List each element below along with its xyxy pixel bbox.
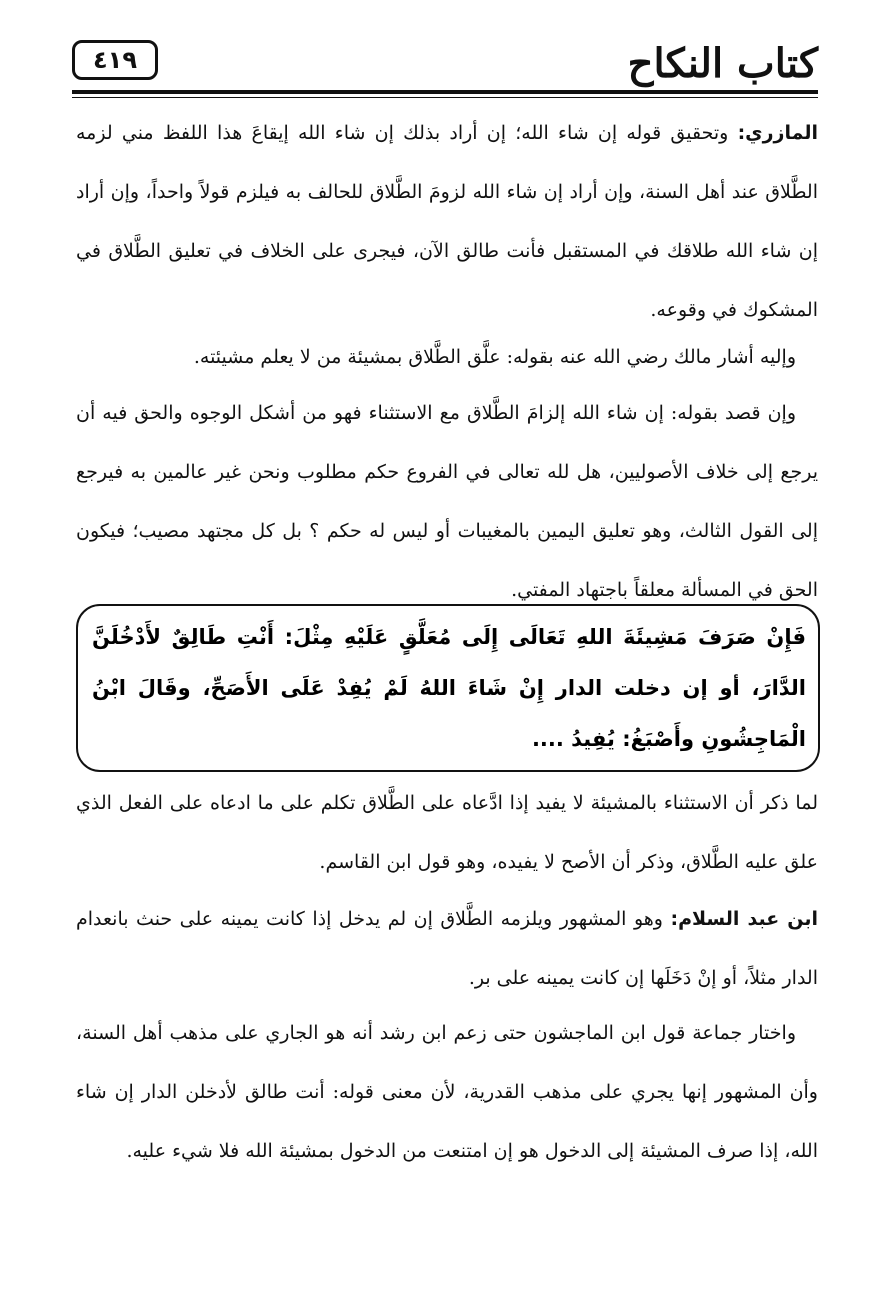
paragraph-ibn-abd-salam bbox=[76, 890, 818, 1008]
book-title: كتاب النكاح bbox=[627, 40, 818, 87]
speaker-label: المازري: bbox=[737, 122, 818, 144]
matn-text: فَإِنْ صَرَفَ مَشِيئَةَ اللهِ تَعَالَى إِلَى مُعَلَّقٍ عَلَيْهِ مِثْلَ: أَنْتِ طَالِقٌ لأَدْخُلَنَّ الدَّارَ، أو إن دخلت الدار إِنْ شَاءَ اللهُ لَمْ يُفِدْ عَلَى الأَصَحِّ، وقَالَ ابْنُ الْمَاجِشُونِ وأَصْبَغُ: يُفِيدُ .... bbox=[92, 625, 806, 751]
paragraph-malik: وإليه أشار مالك رضي الله عنه بقوله: علَّق الطَّلاق بمشيئة من لا يعلم مشيئته. bbox=[193, 346, 796, 368]
matn-box bbox=[76, 604, 820, 772]
header-rule-thin bbox=[72, 97, 818, 98]
speaker-label: ابن عبد السلام: bbox=[670, 908, 818, 930]
paragraph-usul: وإن قصد بقوله: إن شاء الله إلزامَ الطَّلاق مع الاستثناء فهو من أشكل الوجوه والحق فيه أن يرجع إلى خلاف الأصوليين، هل لله تعالى في الفروع حكم مطلوب ونحن غير عالمين به فيرجع إلى القول الثالث، وهو تعليق اليمين بالمغيبات أو ليس له حكم ؟ بل كل مجتهد مصيب؛ فيكون الحق في المسألة معلقاً باجتهاد المفتي. bbox=[76, 402, 818, 601]
paragraph-mazari bbox=[76, 104, 818, 340]
header-rule-thick bbox=[72, 90, 818, 94]
paragraph-commentary: لما ذكر أن الاستثناء بالمشيئة لا يفيد إذا ادَّعاه على الطَّلاق تكلم على ما ادعاه على الفعل الذي علق عليه الطَّلاق، وذكر أن الأصح لا يفيده، وهو قول ابن القاسم. bbox=[76, 792, 818, 873]
page-header bbox=[72, 34, 818, 96]
paragraph-text: وهو المشهور ويلزمه الطَّلاق إن لم يدخل إذا كانت يمينه على حنث بانعدام الدار مثلاً، أو إنْ دَخَلَها إن كانت يمينه على بر. bbox=[76, 908, 818, 989]
page-number: ٤١٩ bbox=[72, 40, 158, 80]
paragraph-text: وتحقيق قوله إن شاء الله؛ إن أراد بذلك إن شاء الله إيقاعَ هذا اللفظ مني لزمه الطَّلاق عند أهل السنة، وإن أراد إن شاء الله لزومَ الطَّلاق للحالف به فيلزم قولاً واحداً، وإن أراد إن شاء الله طلاقك في المستقبل فأنت طالق الآن، فيجرى على الخلاف في تعليق الطَّلاق في المشكوك في وقوعه. bbox=[76, 122, 818, 321]
paragraph-ibn-majishun: واختار جماعة قول ابن الماجشون حتى زعم ابن رشد أنه هو الجاري على مذهب أهل السنة، وأن المشهور إنها يجري على مذهب القدرية، لأن معنى قوله: أنت طالق لأدخلن الدار إن شاء الله، إذا صرف المشيئة إلى الدخول هو إن امتنعت من الدخول بمشيئة الله فلا شيء عليه. bbox=[76, 1022, 818, 1162]
